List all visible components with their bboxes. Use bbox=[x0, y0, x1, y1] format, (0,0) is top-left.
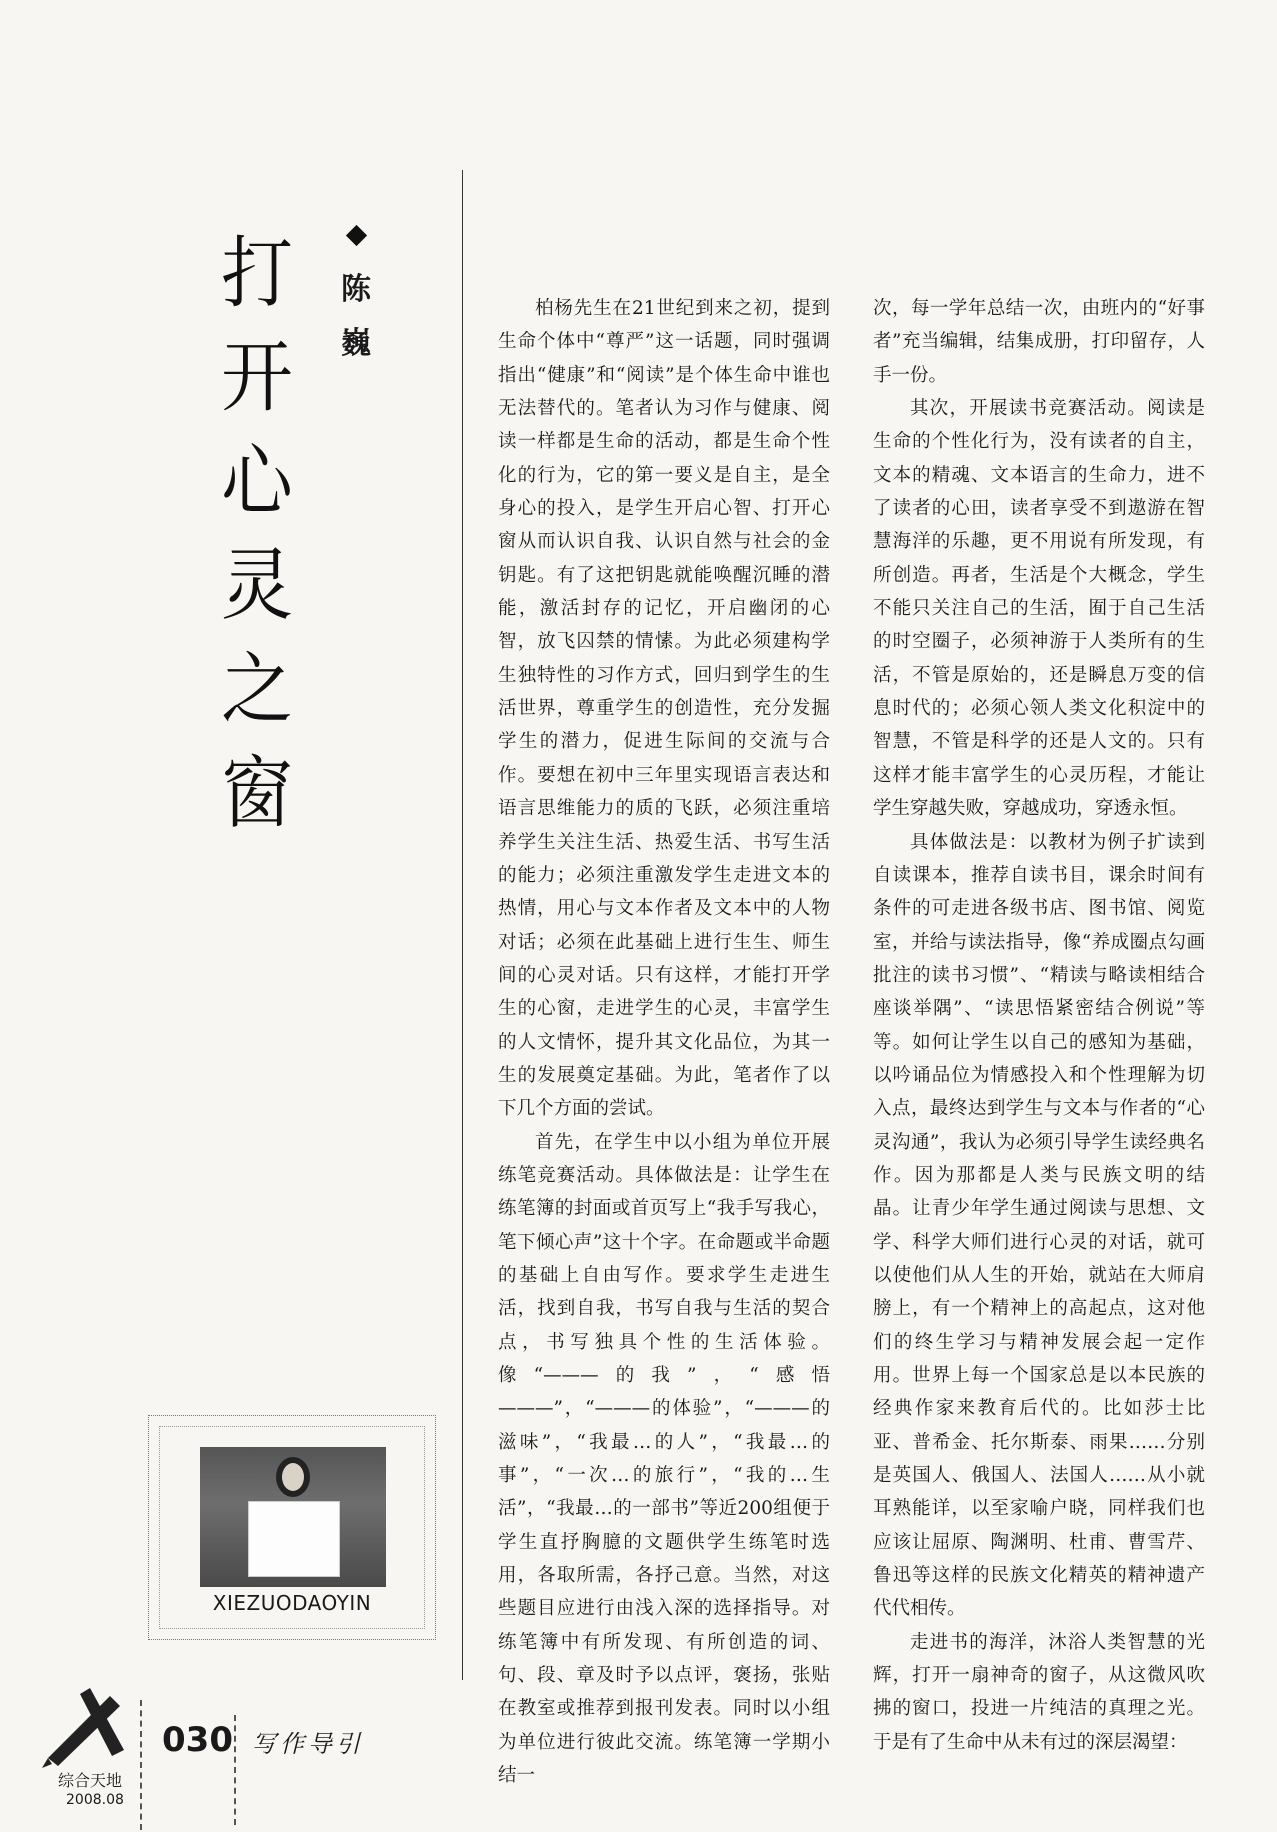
column-logo-inner bbox=[159, 1426, 425, 1629]
paragraph: 其次，开展读书竞赛活动。阅读是生命的个性化行为，没有读者的自主，文本的精魂、文本语言的生命力，进不了读者的心田，读者享受不到遨游在智慧海洋的乐趣，更不用说有所发现，有所创造。再者，生活是个大概念，学生不能只关注自己的生活，囿于自己生活的时空圈子，必须神游于人类所有的生活，不管是原始的，还是瞬息万变的信息时代的；必须心领人类文化积淀中的智慧，不管是科学的还是人文的。只有这样才能丰富学生的心灵历程，才能让学生穿越失败，穿越成功，穿透永恒。 bbox=[873, 398, 1205, 820]
diamond-icon bbox=[345, 225, 366, 246]
author-char: 陈 bbox=[341, 272, 371, 307]
column-logo-box bbox=[148, 1415, 436, 1640]
paragraph: 次，每一学年总结一次，由班内的“好事者”充当编辑，结集成册，打印留存，人手一份。 bbox=[873, 298, 1205, 386]
article-title bbox=[212, 222, 302, 846]
publication-name: 写作导引 bbox=[252, 1730, 364, 1758]
title-char: 灵 bbox=[221, 541, 293, 631]
title-char: 窗 bbox=[221, 749, 293, 839]
person-figure bbox=[276, 1457, 310, 1497]
body-column-2 bbox=[873, 292, 1205, 1759]
page-number: 030 bbox=[162, 1720, 233, 1760]
title-char: 之 bbox=[221, 645, 293, 735]
blank-board bbox=[248, 1501, 340, 1577]
title-char: 开 bbox=[221, 333, 293, 423]
title-char: 心 bbox=[221, 437, 293, 527]
paragraph: 具体做法是：以教材为例子扩读到自读课本，推荐自读书目，课余时间有条件的可走进各级书店、图书馆、阅览室，并给与读法指导，像“养成圈点勾画批注的读书习惯”、“精读与略读相结合座谈举隅”、“读思悟紧密结合例说”等等。如何让学生以自己的感知为基础，以吟诵品位为情感投入和个性理解为切入点，最终达到学生与文本与作者的“心灵沟通”，我认为必须引导学生读经典名作。因为那都是人类与民族文明的结晶。让青少年学生通过阅读与思想、文学、科学大师们进行心灵的对话，就可以使他们从人生的开始，就站在大师肩膀上，有一个精神上的高起点，这对他们的终生学习与精神发展会起一定作用。世界上每一个国家总是以本民族的经典作家来教育后代的。比如莎士比亚、普希金、托尔斯泰、雨果……分别是英国人、俄国人、法国人……从小就耳熟能详，以至家喻户晓，同样我们也应该让屈原、陶渊明、杜甫、曹雪芹、鲁迅等这样的民族文化精英的精神遗产代代相传。 bbox=[873, 831, 1205, 1620]
paragraph: 首先，在学生中以小组为单位开展练笔竞赛活动。具体做法是：让学生在练笔簿的封面或首页写上“我手写我心，笔下倾心声”这十个字。在命题或半命题的基础上自由写作。要求学生走进生活，找到自我，书写自我与生活的契合点，书写独具个性的生活体验。像“———的我”，“感悟———”，“———的体验”，“———的滋味”，“我最…的人”，“我最…的事”，“一次…的旅行”，“我的…生活”，“我最…的一部书”等近200组便于学生直抒胸臆的文题供学生练笔时选用，各取所需，各抒己意。当然，对这些题目应进行由浅入深的选择指导。对练笔簿中有所发现、有所创造的词、句、段、章及时予以点评，褒扬，张贴在教室或推荐到报刊发表。同时以小组为单位进行彼此交流。练笔簿一学期小结一 bbox=[498, 1131, 830, 1787]
author-char: 巍 bbox=[341, 326, 371, 361]
section-name: 综合天地 bbox=[58, 1771, 123, 1790]
pen-cross-icon bbox=[38, 1680, 128, 1770]
footer-divider-left bbox=[140, 1700, 142, 1830]
column-logo-label: XIEZUODAOYIN bbox=[212, 1591, 372, 1615]
footer-divider bbox=[234, 1715, 236, 1825]
author-byline bbox=[336, 228, 376, 371]
title-char: 打 bbox=[221, 229, 293, 319]
paragraph: 走进书的海洋，沐浴人类智慧的光辉，打开一扇神奇的窗子，从这微风吹拂的窗口，投进一片纯洁的真理之光。于是有了生命中从未有过的深层渴望： bbox=[873, 1631, 1205, 1753]
body-column-1 bbox=[498, 292, 830, 1792]
column-photo bbox=[200, 1447, 386, 1587]
paragraph: 柏杨先生在21世纪到来之初，提到生命个体中“尊严”这一话题，同时强调指出“健康”和“阅读”是个体生命中谁也无法替代的。笔者认为习作与健康、阅读一样都是生命的活动，都是生命个性化的行为，它的第一要义是自主，是全身心的投入，是学生开启心智、打开心窗从而认识自我、认识自然与社会的金钥匙。有了这把钥匙就能唤醒沉睡的潜能，激活封存的记忆，开启幽闭的心智，放飞囚禁的情愫。为此必须建构学生独特性的习作方式，回归到学生的生活世界，尊重学生的创造性，充分发掘学生的潜力，促进生际间的交流与合作。要想在初中三年里实现语言表达和语言思维能力的质的飞跃，必须注重培养学生关注生活、热爱生活、书写生活的能力；必须注重激发学生走进文本的热情，用心与文本作者及文本中的人物对话；必须在此基础上进行生生、师生间的心灵对话。只有这样，才能打开学生的心窗，走进学生的心灵，丰富学生的人文情怀，提升其文化品位，为其一生的发展奠定基础。为此，笔者作了以下几个方面的尝试。 bbox=[498, 298, 830, 1120]
column-divider bbox=[462, 170, 463, 1680]
issue-date: 2008.08 bbox=[66, 1792, 124, 1808]
